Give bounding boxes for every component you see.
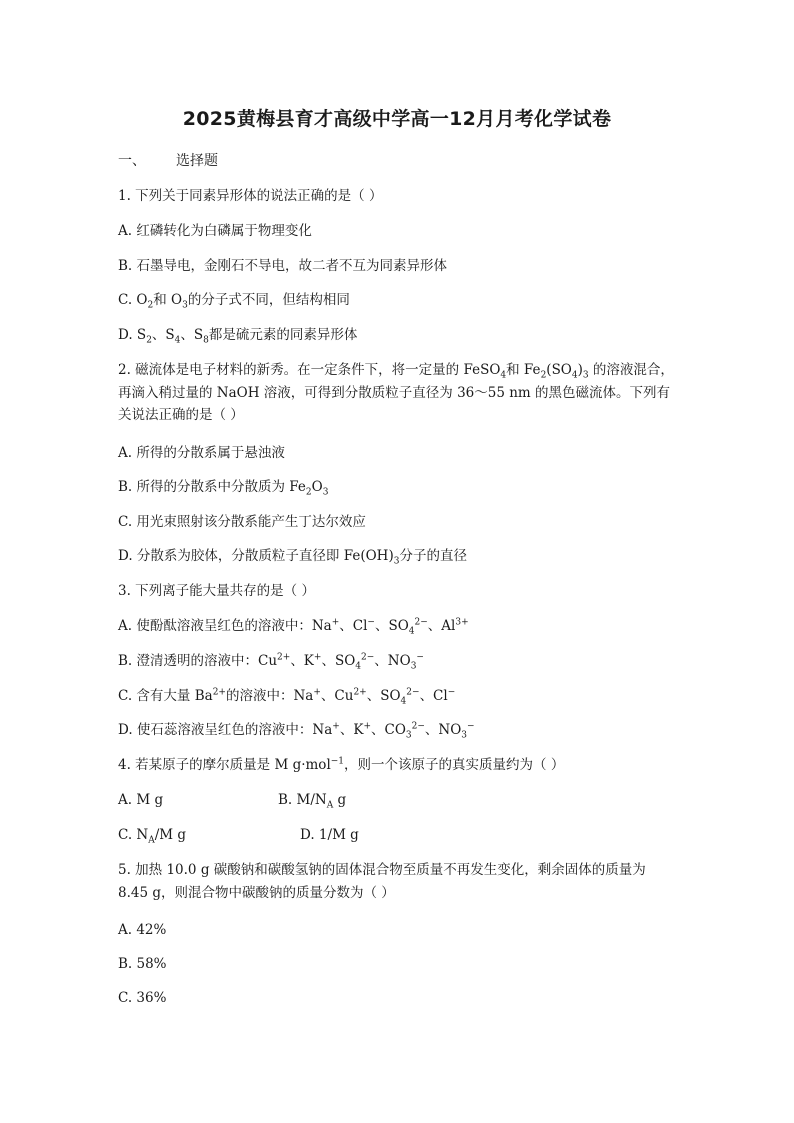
question-2-option-d (118, 546, 467, 566)
subscript: 4 (571, 370, 578, 381)
superscript: 3+ (455, 617, 469, 628)
text: g (333, 792, 347, 808)
section-heading (118, 150, 218, 170)
text: 、Cl (419, 688, 448, 704)
question-4-options-row-2 (118, 825, 359, 845)
question-1-option-b: B. 石墨导电，金刚石不导电，故二者不互为同素异形体 (118, 258, 448, 274)
question-2-option-c: C. 用光束照射该分散系能产生丁达尔效应 (118, 514, 366, 530)
text: 分子的直径 (399, 548, 467, 564)
question-3-stem: 3. 下列离子能大量共存的是（ ） (118, 583, 315, 599)
text: 、CO (370, 722, 406, 738)
text: 、S (151, 327, 175, 343)
superscript: 2− (411, 721, 425, 732)
subscript: 4 (500, 370, 507, 381)
question-4-option-b (278, 792, 347, 811)
text: 、NO (424, 722, 462, 738)
question-5-option-b: B. 58% (118, 956, 167, 972)
text: B. M/N (278, 792, 327, 808)
question-2-stem (118, 359, 678, 427)
text: 、K (339, 722, 364, 738)
text: (SO (546, 362, 572, 378)
text: B. 澄清透明的溶液中：Cu (118, 653, 278, 669)
subscript: 2 (147, 300, 154, 311)
text: 、Cu (320, 688, 354, 704)
question-4-option-a: A. M g (118, 792, 164, 808)
text: 4. 若某原子的摩尔质量是 M g·mol (118, 757, 331, 773)
question-3-option-c (118, 686, 455, 706)
subscript: 4 (355, 661, 362, 672)
text: 和 Fe (506, 362, 541, 378)
question-1-stem: 1. 下列关于同素异形体的说法正确的是（ ） (118, 188, 383, 204)
superscript: − (447, 687, 456, 698)
superscript: + (331, 617, 340, 628)
text: B. 所得的分散系中分散质为 Fe (118, 479, 306, 495)
text: 的溶液混合，再滴入稍过量的 NaOH 溶液，可得到分散质粒子直径为 36～55 nm 的黑色磁流体。下列有关说法正确的是（ ） (118, 362, 674, 423)
section-label: 选择题 (176, 153, 218, 169)
superscript: 2− (406, 687, 420, 698)
subscript: 4 (400, 696, 407, 707)
text: D. 分散系为胶体，分散质粒子直径即 Fe(OH) (118, 548, 394, 564)
superscript: 2+ (353, 687, 367, 698)
text: 2. 磁流体是电子材料的新秀。在一定条件下，将一定量的 FeSO (118, 362, 501, 378)
subscript: 2 (540, 370, 547, 381)
superscript: 2+ (277, 652, 291, 663)
subscript: 3 (393, 556, 400, 567)
text: 的分子式不同，但结构相同 (187, 292, 350, 308)
superscript: − (467, 721, 475, 732)
subscript: 3 (582, 370, 589, 381)
text: C. N (118, 827, 149, 843)
subscript: 3 (410, 661, 417, 672)
superscript: + (313, 652, 322, 663)
text: D. S (118, 327, 147, 343)
superscript: + (363, 721, 371, 732)
superscript: −1 (330, 756, 345, 767)
question-5-option-a: A. 42% (118, 922, 167, 938)
superscript: 2+ (212, 687, 226, 698)
question-3-option-b (118, 651, 424, 671)
subscript: 8 (203, 335, 209, 346)
question-3-option-d (118, 720, 475, 740)
text: ，则一个该原子的真实质量约为（ ） (344, 757, 565, 773)
question-2-option-b (118, 477, 328, 497)
superscript: + (332, 721, 340, 732)
superscript: − (367, 617, 375, 628)
subscript: 4 (408, 626, 415, 637)
question-1-option-a: A. 红磷转化为白磷属于物理变化 (118, 223, 312, 239)
question-3-option-a (118, 616, 469, 636)
text: ) (577, 362, 583, 378)
text: 、K (290, 653, 314, 669)
subscript: 2 (146, 335, 152, 346)
superscript: − (416, 652, 424, 663)
text: 、NO (374, 653, 411, 669)
text: 、SO (321, 653, 356, 669)
superscript: 2− (414, 617, 428, 628)
text: 、Cl (339, 618, 368, 634)
text: 的溶液中：Na (225, 688, 314, 704)
question-4-option-d: D. 1/M g (300, 827, 359, 843)
question-4-option-c (118, 825, 300, 845)
question-1-option-d (118, 325, 357, 345)
text: 、S (180, 327, 204, 343)
subscript: A (148, 835, 155, 846)
question-4-stem (118, 755, 564, 775)
question-5-stem: 5. 加热 10.0 g 碳酸钠和碳酸氢钠的固体混合物至质量不再发生变化，剩余固体的质量为 8.45 g，则混合物中碳酸钠的质量分数为（ ） (118, 862, 646, 901)
subscript: 2 (305, 487, 312, 498)
text: 都是硫元素的同素异形体 (208, 327, 358, 343)
page-title: 2025黄梅县育才高级中学高一12月月考化学试卷 (182, 108, 612, 130)
text: 和 O (153, 292, 183, 308)
subscript: 3 (405, 730, 412, 741)
text: C. O (118, 292, 148, 308)
text: 、SO (374, 618, 409, 634)
subscript: 3 (182, 300, 188, 311)
question-5-option-c: C. 36% (118, 990, 167, 1006)
text: D. 使石蕊溶液呈红色的溶液中：Na (118, 722, 333, 738)
text: /M g (154, 827, 187, 843)
text: 、Al (427, 618, 456, 634)
text: 、SO (366, 688, 401, 704)
text: O (311, 479, 323, 495)
text: A. 使酚酞溶液呈红色的溶液中：Na (118, 618, 332, 634)
superscript: + (313, 687, 321, 698)
question-2-option-a: A. 所得的分散系属于悬浊液 (118, 445, 285, 461)
question-1-option-c (118, 290, 350, 310)
subscript: 3 (461, 730, 468, 741)
superscript: 2− (361, 652, 375, 663)
text: C. 含有大量 Ba (118, 688, 213, 704)
section-number: 一、 (118, 153, 146, 169)
subscript: A (326, 800, 334, 811)
subscript: 3 (322, 487, 329, 498)
question-4-options-row-1 (118, 790, 346, 810)
subscript: 4 (174, 335, 181, 346)
